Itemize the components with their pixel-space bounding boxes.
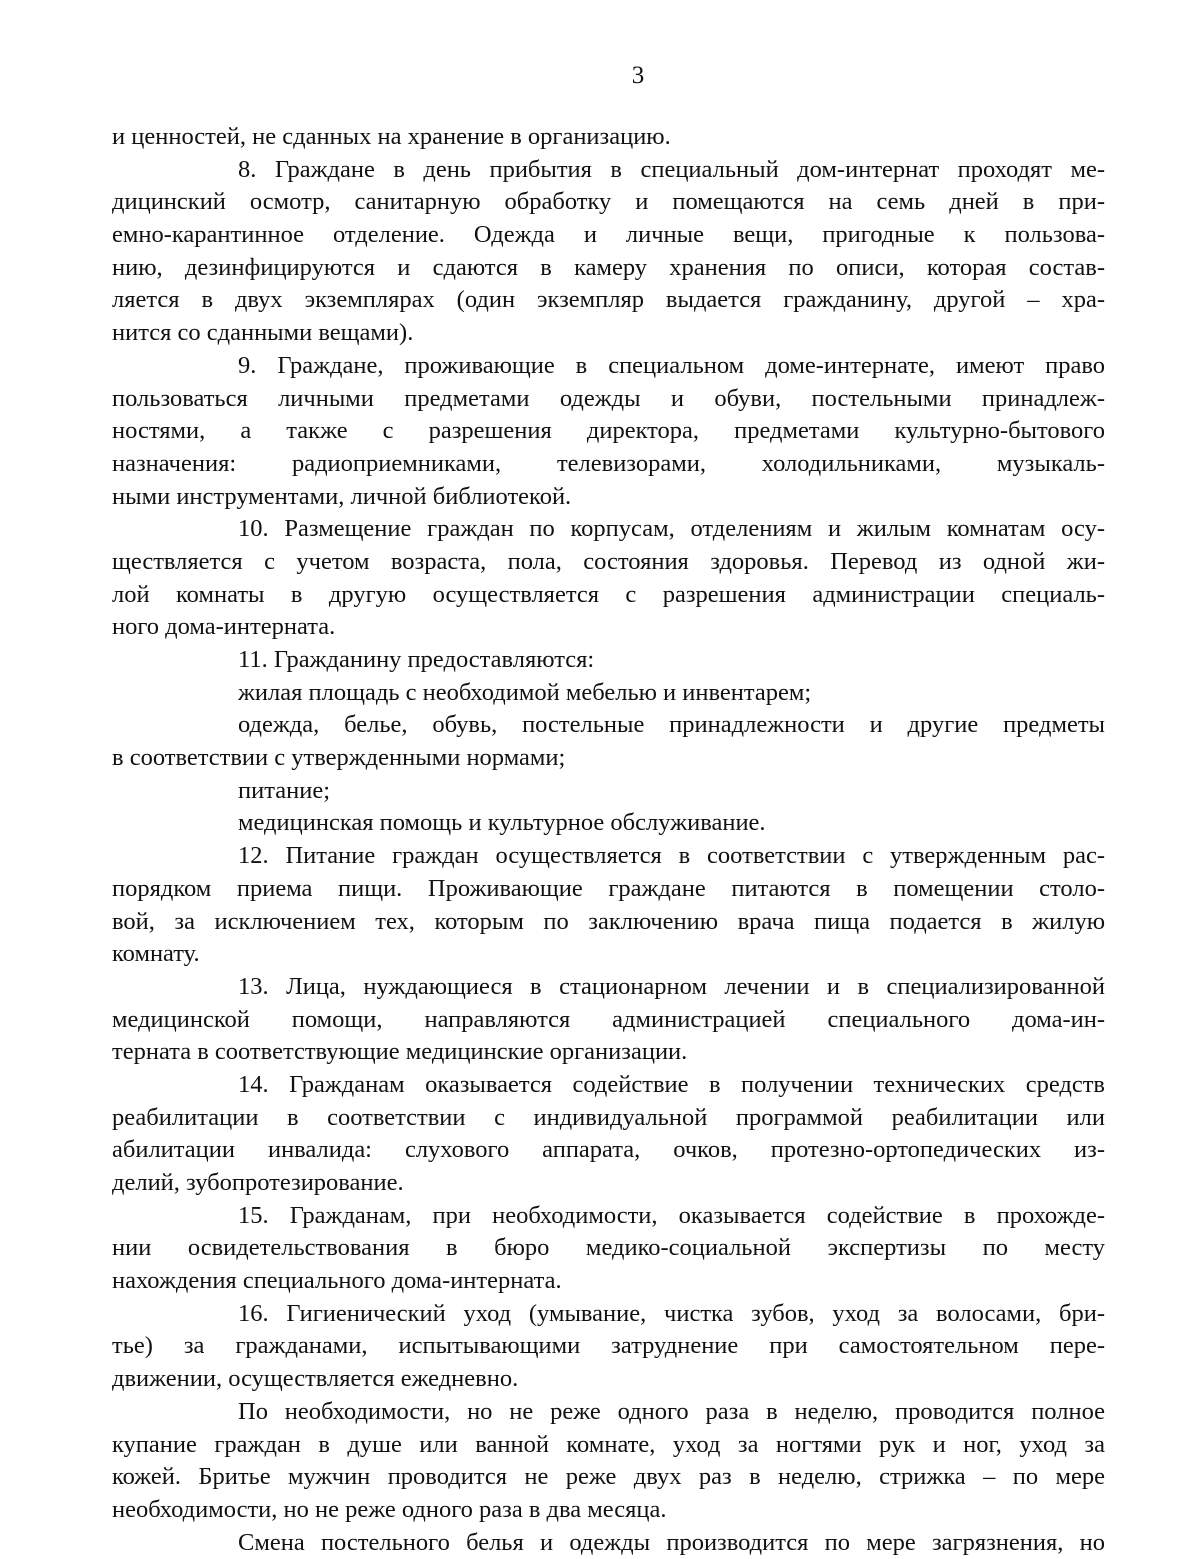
text-line: нахождения специального дома-интерната. [112,1267,562,1295]
text-line: купание граждан в душе или ванной комнате, уход за ногтями рук и ног, уход за [112,1430,1105,1458]
text-line: пользоваться личными предметами одежды и обуви, постельными принадлеж- [112,384,1105,412]
text-line: 11. Гражданину предоставляются: [238,646,595,673]
text-line: 9. Граждане, проживающие в специальном доме-интернате, имеют право [238,351,1105,379]
text-line: 15. Гражданам, при необходимости, оказывается содействие в прохожде- [238,1201,1105,1229]
text-line: в соответствии с утвержденными нормами; [112,744,566,772]
text-line: реабилитации в соответствии с индивидуальной программой реабилитации или [112,1103,1105,1131]
text-line: кожей. Бритье мужчин проводится не реже двух раз в неделю, стрижка – по мере [112,1463,1105,1491]
text-line: лой комнаты в другую осуществляется с разрешения администрации специаль- [112,580,1105,608]
text-line: 13. Лица, нуждающиеся в стационарном лечении и в специализированной [238,972,1105,1000]
text-line: порядком приема пищи. Проживающие граждане питаются в помещении столо- [112,874,1105,902]
text-line: ностями, а также с разрешения директора, предметами культурно-бытового [112,417,1105,445]
text-line: движении, осуществляется ежедневно. [112,1365,519,1393]
text-line: ляется в двух экземплярах (один экземпляр выдается гражданину, другой – хра- [112,286,1105,314]
text-line: терната в соответствующие медицинские организации. [112,1038,688,1066]
text-line: нию, дезинфицируются и сдаются в камеру хранения по описи, которая состав- [112,253,1105,281]
text-line: жилая площадь с необходимой мебелью и инвентарем; [238,678,812,706]
text-line: вой, за исключением тех, которым по заключению врача пища подается в жилую [112,907,1105,935]
document-body [112,121,1105,1559]
text-line: ными инструментами, личной библиотекой. [112,482,572,510]
text-line: ного дома-интерната. [112,613,336,641]
text-line: назначения: радиоприемниками, телевизорами, холодильниками, музыкаль- [112,449,1105,477]
text-line: необходимости, но не реже одного раза в два месяца. [112,1495,667,1523]
text-line: питание; [238,776,331,804]
text-line: и ценностей, не сданных на хранение в организацию. [112,123,671,150]
text-line: медицинской помощи, направляются администрацией специального дома-ин- [112,1005,1105,1033]
text-line: 10. Размещение граждан по корпусам, отделениям и жилым комнатам осу- [238,515,1105,543]
text-line: емно-карантинное отделение. Одежда и личные вещи, пригодные к пользова- [112,221,1105,249]
text-line: абилитации инвалида: слухового аппарата, очков, протезно-ортопедических из- [112,1136,1105,1164]
text-line: дицинский осмотр, санитарную обработку и помещаются на семь дней в при- [112,188,1105,216]
text-line: делий, зубопротезирование. [112,1169,404,1196]
text-line: 16. Гигиенический уход (умывание, чистка зубов, уход за волосами, бри- [238,1299,1105,1327]
text-line: ществляется с учетом возраста, пола, состояния здоровья. Перевод из одной жи- [112,547,1105,575]
text-line: тье) за гражданами, испытывающими затруднение при самостоятельном пере- [112,1332,1105,1360]
text-line: 12. Питание граждан осуществляется в соответствии с утвержденным рас- [238,842,1105,870]
text-line: По необходимости, но не реже одного раза в неделю, проводится полное [238,1397,1105,1425]
text-line: одежда, белье, обувь, постельные принадлежности и другие предметы [238,711,1105,739]
text-line: комнату. [112,940,200,968]
text-line: 14. Гражданам оказывается содействие в получении технических средств [238,1070,1105,1098]
page-number: 3 [631,62,645,89]
text-line: нится со сданными вещами). [112,319,414,347]
text-line: медицинская помощь и культурное обслуживание. [238,809,766,837]
text-line: нии освидетельствования в бюро медико-социальной экспертизы по месту [112,1234,1105,1262]
text-line: 8. Граждане в день прибытия в специальный дом-интернат проходят ме- [238,155,1105,183]
text-line: Смена постельного белья и одежды производится по мере загрязнения, но [238,1528,1105,1556]
